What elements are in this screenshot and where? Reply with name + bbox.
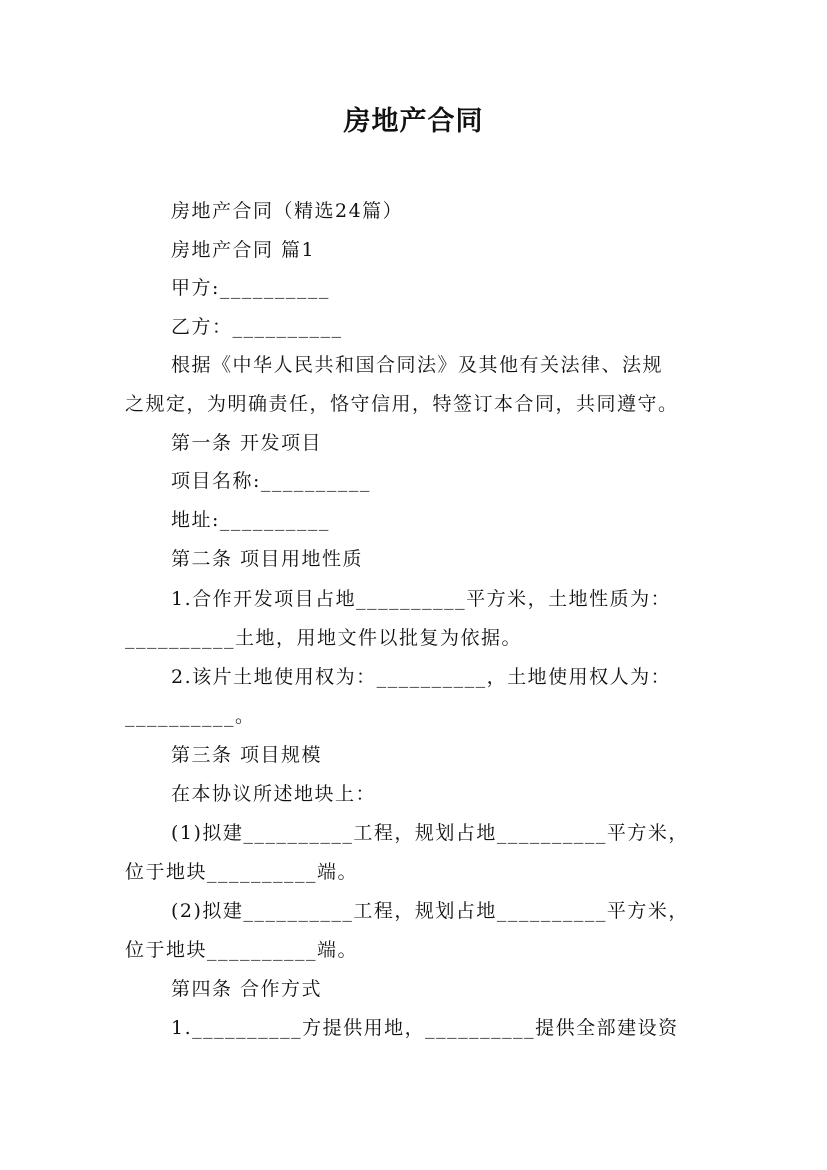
doc-line-10: 第二条 项目用地性质 bbox=[171, 548, 364, 570]
doc-line-12: __________土地，用地文件以批复为依据。 bbox=[125, 627, 523, 649]
doc-line-8: 项目名称:__________ bbox=[171, 470, 371, 492]
doc-line-16: 在本协议所述地块上： bbox=[171, 783, 377, 805]
doc-line-1: 房地产合同（精选24篇） bbox=[171, 200, 404, 222]
doc-line-20: 位于地块__________端。 bbox=[125, 939, 359, 961]
doc-line-13: 2.该片土地使用权为：__________，土地使用权人为： bbox=[171, 666, 672, 688]
doc-line-3: 甲方:__________ bbox=[171, 277, 330, 299]
doc-line-2: 房地产合同 篇1 bbox=[171, 239, 316, 261]
document-title: 房地产合同 bbox=[343, 106, 484, 137]
doc-line-5: 根据《中华人民共和国合同法》及其他有关法律、法规 bbox=[171, 354, 664, 376]
doc-line-6: 之规定，为明确责任，恪守信用，特签订本合同，共同遵守。 bbox=[125, 393, 679, 415]
doc-line-14: __________。 bbox=[125, 705, 256, 727]
doc-line-9: 地址:__________ bbox=[171, 509, 330, 531]
doc-line-22: 1.__________方提供用地，__________提供全部建设资 bbox=[171, 1017, 679, 1039]
doc-line-21: 第四条 合作方式 bbox=[171, 978, 323, 1000]
doc-line-19: (2)拟建__________工程，规划占地__________平方米， bbox=[171, 900, 689, 922]
doc-line-15: 第三条 项目规模 bbox=[171, 744, 323, 766]
doc-line-11: 1.合作开发项目占地__________平方米，土地性质为： bbox=[171, 588, 672, 610]
doc-line-17: (1)拟建__________工程，规划占地__________平方米， bbox=[171, 822, 689, 844]
doc-line-7: 第一条 开发项目 bbox=[171, 432, 323, 454]
doc-line-18: 位于地块__________端。 bbox=[125, 861, 359, 883]
doc-line-4: 乙方：__________ bbox=[171, 316, 343, 338]
